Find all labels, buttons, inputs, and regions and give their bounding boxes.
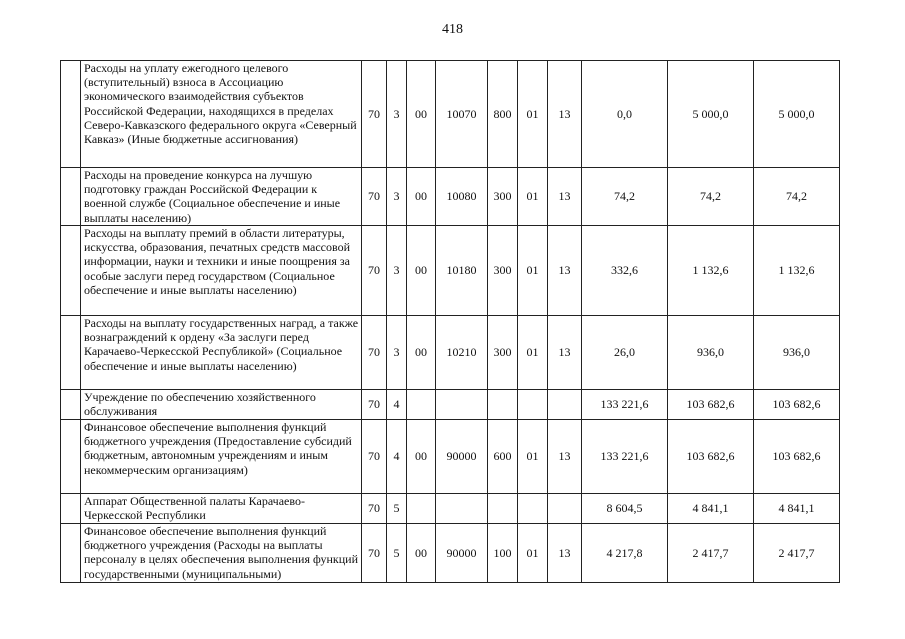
amount-year-2: 103 682,6 bbox=[668, 390, 754, 420]
code-subprogram: 00 bbox=[407, 61, 436, 168]
table-row bbox=[61, 524, 840, 583]
table-row bbox=[61, 316, 840, 390]
amount-year-3: 1 132,6 bbox=[754, 226, 840, 316]
code-program: 3 bbox=[387, 226, 407, 316]
amount-year-1: 133 221,6 bbox=[582, 420, 668, 494]
amount-year-3: 5 000,0 bbox=[754, 61, 840, 168]
code-expense-type: 800 bbox=[488, 61, 518, 168]
code-ministry: 70 bbox=[362, 226, 387, 316]
code-target-item: 10210 bbox=[436, 316, 488, 390]
expense-description: Расходы на проведение конкурса на лучшую подготовку граждан Российской Федерации к военной службе (Социальное обеспечение и иные выплаты населению) bbox=[81, 168, 362, 226]
row-marker-cell bbox=[61, 390, 81, 420]
amount-year-2: 103 682,6 bbox=[668, 420, 754, 494]
amount-year-2: 5 000,0 bbox=[668, 61, 754, 168]
code-program: 3 bbox=[387, 61, 407, 168]
code-subprogram: 00 bbox=[407, 316, 436, 390]
table-row bbox=[61, 226, 840, 316]
table-row bbox=[61, 494, 840, 524]
table-row bbox=[61, 420, 840, 494]
expense-description: Финансовое обеспечение выполнения функций бюджетного учреждения (Предоставление субсидий бюджетным, автономным учреждениям и иным некоммерческим организациям) bbox=[81, 420, 362, 494]
code-expense-type: 600 bbox=[488, 420, 518, 494]
code-expense-type: 300 bbox=[488, 226, 518, 316]
code-section: 01 bbox=[518, 524, 548, 583]
row-marker-cell bbox=[61, 226, 81, 316]
code-subprogram bbox=[407, 494, 436, 524]
amount-year-3: 74,2 bbox=[754, 168, 840, 226]
amount-year-3: 103 682,6 bbox=[754, 420, 840, 494]
expense-description: Расходы на выплату премий в области литературы, искусства, образования, печатных средств массовой информации, науки и техники и иные поощрения за особые заслуги перед государством (Социальное обеспечение и иные выплаты населению) bbox=[81, 226, 362, 316]
amount-year-1: 74,2 bbox=[582, 168, 668, 226]
amount-year-2: 1 132,6 bbox=[668, 226, 754, 316]
code-subsection bbox=[548, 494, 582, 524]
amount-year-1: 332,6 bbox=[582, 226, 668, 316]
code-program: 4 bbox=[387, 390, 407, 420]
code-expense-type: 300 bbox=[488, 316, 518, 390]
page-number: 418 bbox=[442, 22, 463, 37]
code-subprogram: 00 bbox=[407, 226, 436, 316]
code-section: 01 bbox=[518, 168, 548, 226]
code-target-item: 10080 bbox=[436, 168, 488, 226]
row-marker-cell bbox=[61, 420, 81, 494]
amount-year-3: 4 841,1 bbox=[754, 494, 840, 524]
amount-year-1: 0,0 bbox=[582, 61, 668, 168]
code-program: 4 bbox=[387, 420, 407, 494]
code-program: 3 bbox=[387, 168, 407, 226]
code-program: 5 bbox=[387, 494, 407, 524]
code-subsection: 13 bbox=[548, 168, 582, 226]
code-subsection: 13 bbox=[548, 316, 582, 390]
amount-year-1: 133 221,6 bbox=[582, 390, 668, 420]
code-expense-type: 300 bbox=[488, 168, 518, 226]
code-ministry: 70 bbox=[362, 168, 387, 226]
table-row bbox=[61, 390, 840, 420]
code-subsection: 13 bbox=[548, 524, 582, 583]
code-section bbox=[518, 494, 548, 524]
code-target-item bbox=[436, 494, 488, 524]
code-subsection bbox=[548, 390, 582, 420]
code-section: 01 bbox=[518, 420, 548, 494]
code-section bbox=[518, 390, 548, 420]
code-subsection: 13 bbox=[548, 61, 582, 168]
amount-year-2: 4 841,1 bbox=[668, 494, 754, 524]
code-subprogram: 00 bbox=[407, 420, 436, 494]
amount-year-2: 936,0 bbox=[668, 316, 754, 390]
code-expense-type: 100 bbox=[488, 524, 518, 583]
code-target-item: 10070 bbox=[436, 61, 488, 168]
expense-description: Расходы на уплату ежегодного целевого (вступительный) взноса в Ассоциацию экономического взаимодействия субъектов Российской Федерации, находящихся в пределах Северо-Кавказского федерального округа «Северный Кавказ» (Иные бюджетные ассигнования) bbox=[81, 61, 362, 168]
amount-year-2: 2 417,7 bbox=[668, 524, 754, 583]
code-ministry: 70 bbox=[362, 390, 387, 420]
code-target-item bbox=[436, 390, 488, 420]
amount-year-1: 26,0 bbox=[582, 316, 668, 390]
code-ministry: 70 bbox=[362, 524, 387, 583]
code-ministry: 70 bbox=[362, 494, 387, 524]
code-expense-type bbox=[488, 494, 518, 524]
code-subprogram: 00 bbox=[407, 524, 436, 583]
row-marker-cell bbox=[61, 316, 81, 390]
expense-description: Учреждение по обеспечению хозяйственного обслуживания bbox=[81, 390, 362, 420]
code-ministry: 70 bbox=[362, 61, 387, 168]
amount-year-1: 4 217,8 bbox=[582, 524, 668, 583]
row-marker-cell bbox=[61, 61, 81, 168]
code-target-item: 10180 bbox=[436, 226, 488, 316]
code-subprogram bbox=[407, 390, 436, 420]
table-row bbox=[61, 61, 840, 168]
code-subsection: 13 bbox=[548, 420, 582, 494]
code-ministry: 70 bbox=[362, 420, 387, 494]
table-row bbox=[61, 168, 840, 226]
code-target-item: 90000 bbox=[436, 524, 488, 583]
amount-year-3: 103 682,6 bbox=[754, 390, 840, 420]
code-section: 01 bbox=[518, 316, 548, 390]
amount-year-3: 2 417,7 bbox=[754, 524, 840, 583]
code-subprogram: 00 bbox=[407, 168, 436, 226]
row-marker-cell bbox=[61, 524, 81, 583]
expense-description: Финансовое обеспечение выполнения функций бюджетного учреждения (Расходы на выплаты персоналу в целях обеспечения выполнения функций государственными (муниципальными) bbox=[81, 524, 362, 583]
code-subsection: 13 bbox=[548, 226, 582, 316]
code-program: 3 bbox=[387, 316, 407, 390]
expense-description: Расходы на выплату государственных наград, а также вознаграждений к ордену «За заслуги перед Карачаево-Черкесской Республикой» (Социальное обеспечение и иные выплаты населению) bbox=[81, 316, 362, 390]
row-marker-cell bbox=[61, 494, 81, 524]
code-ministry: 70 bbox=[362, 316, 387, 390]
code-target-item: 90000 bbox=[436, 420, 488, 494]
row-marker-cell bbox=[61, 168, 81, 226]
amount-year-2: 74,2 bbox=[668, 168, 754, 226]
budget-table bbox=[60, 60, 840, 583]
code-expense-type bbox=[488, 390, 518, 420]
amount-year-3: 936,0 bbox=[754, 316, 840, 390]
code-program: 5 bbox=[387, 524, 407, 583]
amount-year-1: 8 604,5 bbox=[582, 494, 668, 524]
expense-description: Аппарат Общественной палаты Карачаево-Черкесской Республики bbox=[81, 494, 362, 524]
code-section: 01 bbox=[518, 226, 548, 316]
code-section: 01 bbox=[518, 61, 548, 168]
